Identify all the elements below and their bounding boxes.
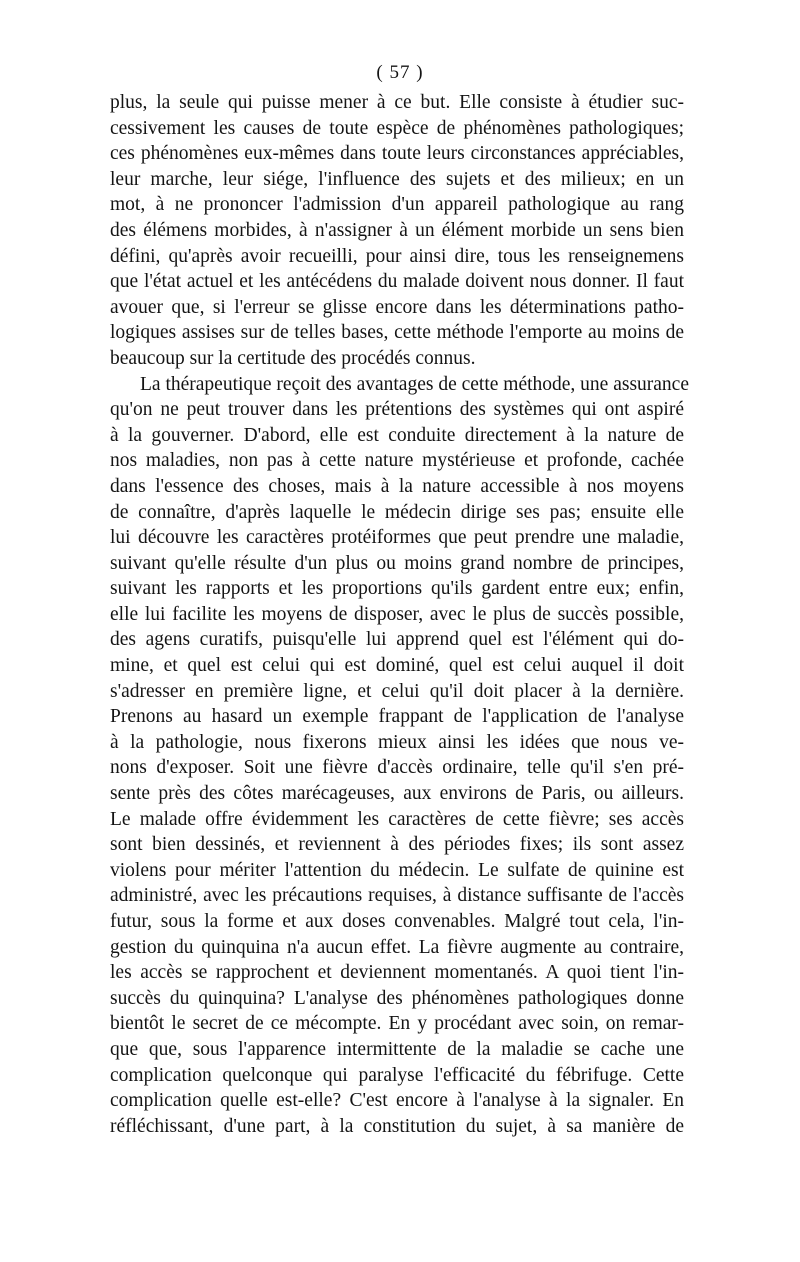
text-line: sont bien dessinés, et reviennent à des périodes fixes; ils sont assez	[110, 834, 684, 856]
text-line: des agens curatifs, puisqu'elle lui apprend quel est l'élément qui do-	[110, 629, 684, 651]
text-line: logiques assises sur de telles bases, cette méthode l'emporte au moins de	[110, 322, 684, 344]
text-line: dans l'essence des choses, mais à la nature accessible à nos moyens	[110, 475, 684, 497]
text-line: à la pathologie, nous fixerons mieux ainsi les idées que nous ve-	[110, 731, 684, 753]
text-line: lui découvre les caractères protéiformes que peut prendre une maladie,	[110, 527, 684, 549]
text-line: de connaître, d'après laquelle le médecin dirige ses pas; ensuite elle	[110, 501, 684, 523]
text-line: s'adresser en première ligne, et celui qu'il doit placer à la dernière.	[110, 680, 684, 702]
text-line: elle lui facilite les moyens de disposer, avec le plus de succès possible,	[110, 603, 684, 625]
text-line: administré, avec les précautions requises, à distance suffisante de l'accès	[110, 885, 684, 907]
page-number: ( 57 )	[376, 62, 424, 83]
text-line: mine, et quel est celui qui est dominé, quel est celui auquel il doit	[110, 655, 684, 677]
text-line: sente près des côtes marécageuses, aux environs de Paris, ou ailleurs.	[110, 783, 684, 805]
text-line: gestion du quinquina n'a aucun effet. La fièvre augmente au contraire,	[110, 936, 684, 958]
text-line: succès du quinquina? L'analyse des phénomènes pathologiques donne	[110, 987, 684, 1009]
text-line: plus, la seule qui puisse mener à ce but. Elle consiste à étudier suc-	[110, 92, 684, 113]
text-line: nons d'exposer. Soit une fièvre d'accès ordinaire, telle qu'il s'en pré-	[110, 757, 684, 779]
text-line: défini, qu'après avoir recueilli, pour ainsi dire, tous les renseignemens	[110, 245, 684, 267]
text-line: réfléchissant, d'une part, à la constitution du sujet, à sa manière de	[110, 1115, 684, 1137]
text-line: bientôt le secret de ce mécompte. En y procédant avec soin, on remar-	[110, 1013, 684, 1035]
text-line: qu'on ne peut trouver dans les prétentions des systèmes qui ont aspiré	[110, 399, 684, 421]
text-line: complication quelle est-elle? C'est encore à l'analyse à la signaler. En	[110, 1090, 684, 1112]
text-line: ces phénomènes eux-mêmes dans toute leurs circonstances appréciables,	[110, 143, 684, 165]
text-line: complication quelconque qui paralyse l'efficacité du fébrifuge. Cette	[110, 1064, 684, 1086]
text-line: les accès se rapprochent et deviennent momentanés. A quoi tient l'in-	[110, 962, 684, 984]
text-line: Prenons au hasard un exemple frappant de l'application de l'analyse	[110, 706, 684, 728]
text-line: nos maladies, non pas à cette nature mystérieuse et profonde, cachée	[110, 450, 684, 472]
text-line: cessivement les causes de toute espèce de phénomènes pathologiques;	[110, 117, 684, 139]
text-line: que l'état actuel et les antécédens du malade doivent nous donner. Il faut	[110, 271, 684, 293]
text-line: Le malade offre évidemment les caractères de cette fièvre; ses accès	[110, 808, 684, 830]
text-line: suivant qu'elle résulte d'un plus ou moins grand nombre de principes,	[110, 552, 684, 574]
text-line: violens pour mériter l'attention du médecin. Le sulfate de quinine est	[110, 859, 684, 881]
text-line: que que, sous l'apparence intermittente de la maladie se cache une	[110, 1038, 684, 1060]
text-line: à la gouverner. D'abord, elle est conduite directement à la nature de	[110, 424, 684, 446]
text-line: suivant les rapports et les proportions qu'ils gardent entre eux; enfin,	[110, 578, 684, 600]
text-line: La thérapeutique reçoit des avantages de cette méthode, une assurance	[140, 373, 689, 395]
body-text	[110, 90, 689, 1139]
text-line: mot, à ne prononcer l'admission d'un appareil pathologique au rang	[110, 194, 684, 216]
text-line: avouer que, si l'erreur se glisse encore dans les déterminations patho-	[110, 296, 684, 318]
text-line: des élémens morbides, à n'assigner à un élément morbide un sens bien	[110, 219, 684, 241]
text-line: beaucoup sur la certitude des procédés connus.	[110, 347, 476, 369]
text-line: leur marche, leur siége, l'influence des sujets et des milieux; en un	[110, 168, 684, 190]
text-line: futur, sous la forme et aux doses convenables. Malgré tout cela, l'in-	[110, 911, 684, 932]
